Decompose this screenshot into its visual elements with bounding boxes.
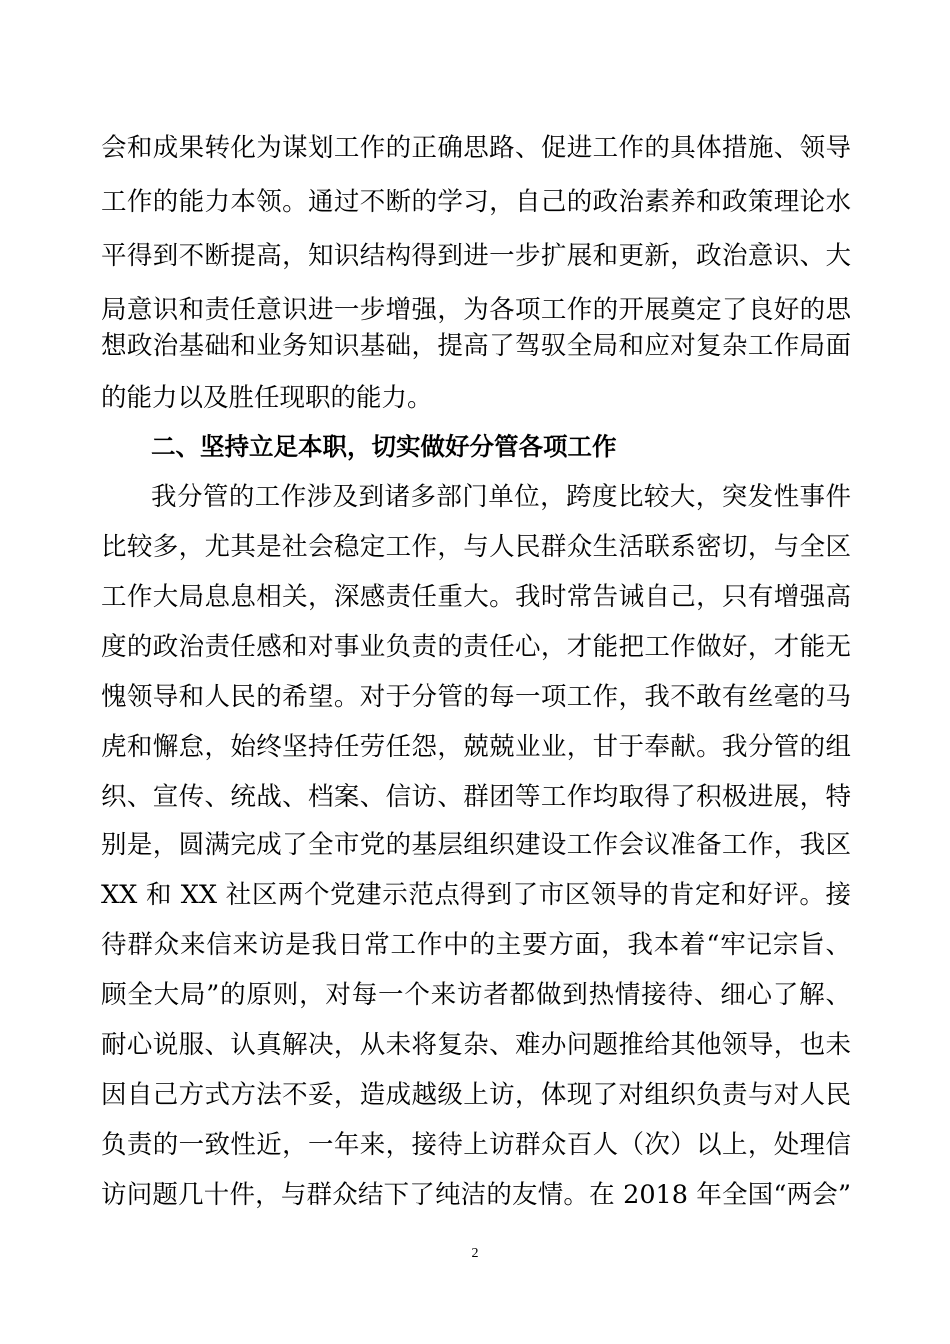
paragraph-line: 访问题几十件，与群众结下了纯洁的友情。在 2018 年全国“两会” — [101, 1180, 851, 1210]
paragraph-line: 平得到不断提高，知识结构得到进一步扩展和更新，政治意识、大 — [101, 241, 851, 271]
paragraph-line: 局意识和责任意识进一步增强，为各项工作的开展奠定了良好的思 — [101, 295, 851, 325]
paragraph-line: 顾全大局”的原则，对每一个来访者都做到热情接待、细心了解、 — [101, 980, 851, 1010]
paragraph-line: 负责的一致性近，一年来，接待上访群众百人（次）以上，处理信 — [101, 1130, 851, 1160]
paragraph-line: 会和成果转化为谋划工作的正确思路、促进工作的具体措施、领导 — [101, 133, 851, 163]
paragraph-line: 我分管的工作涉及到诸多部门单位，跨度比较大，突发性事件 — [151, 482, 851, 512]
paragraph-line: 待群众来信来访是我日常工作中的主要方面，我本着“牢记宗旨、 — [101, 930, 851, 960]
paragraph-line: 工作大局息息相关，深感责任重大。我时常告诫自己，只有增强高 — [101, 582, 851, 612]
paragraph-line: 度的政治责任感和对事业负责的责任心，才能把工作做好，才能无 — [101, 632, 851, 662]
paragraph-line: 耐心说服、认真解决，从未将复杂、难办问题推给其他领导，也未 — [101, 1030, 851, 1060]
paragraph-line: 想政治基础和业务知识基础，提高了驾驭全局和应对复杂工作局面 — [101, 331, 851, 361]
section-heading: 二、坚持立足本职，切实做好分管各项工作 — [151, 432, 617, 461]
page-number: 2 — [471, 1246, 479, 1261]
paragraph-line: 工作的能力本领。通过不断的学习，自己的政治素养和政策理论水 — [101, 187, 851, 217]
paragraph-line: XX 和 XX 社区两个党建示范点得到了市区领导的肯定和好评。接 — [101, 880, 851, 910]
paragraph-line: 的能力以及胜任现职的能力。 — [101, 383, 433, 413]
paragraph-line: 织、宣传、统战、档案、信访、群团等工作均取得了积极进展，特 — [101, 782, 851, 812]
paragraph-line: 比较多，尤其是社会稳定工作，与人民群众生活联系密切，与全区 — [101, 532, 851, 562]
paragraph-line: 别是，圆满完成了全市党的基层组织建设工作会议准备工作，我区 — [101, 830, 851, 860]
paragraph-line: 愧领导和人民的希望。对于分管的每一项工作，我不敢有丝毫的马 — [101, 682, 851, 712]
paragraph-line: 因自己方式方法不妥，造成越级上访，体现了对组织负责与对人民 — [101, 1080, 851, 1110]
paragraph-line: 虎和懈怠，始终坚持任劳任怨，兢兢业业，甘于奉献。我分管的组 — [101, 732, 851, 762]
